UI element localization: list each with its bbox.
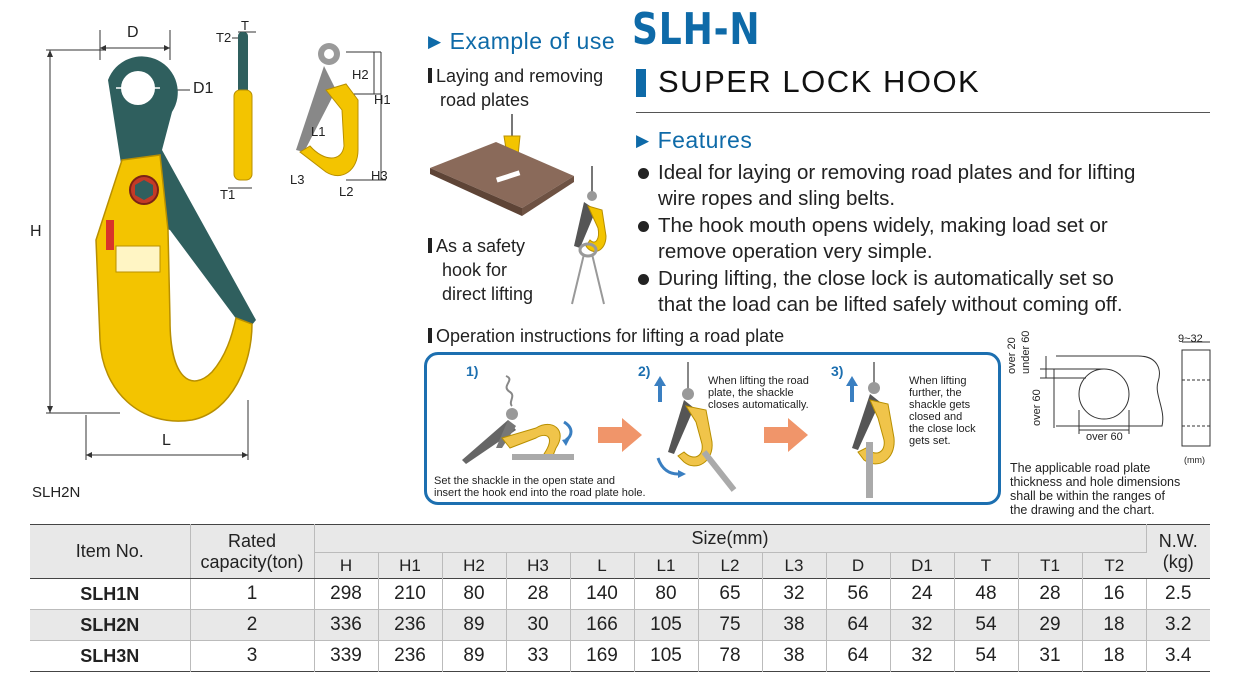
- size-value: 54: [954, 641, 1018, 672]
- size-value: 31: [1018, 641, 1082, 672]
- feature-item: Ideal for laying or removing road plates and for lifting wire ropes and sling belts.: [636, 160, 1216, 212]
- size-value: 54: [954, 610, 1018, 641]
- size-value: 339: [314, 641, 378, 672]
- size-col-header: L: [570, 553, 634, 579]
- size-value: 38: [762, 610, 826, 641]
- size-value: 105: [634, 610, 698, 641]
- size-col-header: H1: [378, 553, 442, 579]
- step-1-number: 1): [466, 363, 479, 379]
- operation-heading: Operation instructions for lifting a road plate: [428, 324, 784, 348]
- size-col-header: L2: [698, 553, 762, 579]
- size-value: 236: [378, 641, 442, 672]
- road-plate-illustration: [426, 112, 576, 216]
- size-value: 38: [762, 641, 826, 672]
- dim-label-t2: T2: [216, 30, 232, 45]
- product-subtitle: SUPER LOCK HOOK: [658, 64, 981, 99]
- size-value: 336: [314, 610, 378, 641]
- features-heading: ▶ Features: [636, 127, 753, 153]
- road-plate-hole-diagram: [1020, 330, 1220, 465]
- size-value: 32: [890, 610, 954, 641]
- dim-over60-vertical: over 60: [1031, 389, 1043, 426]
- triangle-icon: ▶: [428, 32, 442, 51]
- col-item-header: Item No.: [30, 525, 190, 579]
- product-caption: SLH2N: [32, 484, 81, 501]
- size-value: 16: [1082, 579, 1146, 610]
- feature-item: The hook mouth opens widely, making load set or remove operation very simple.: [636, 213, 1216, 265]
- spec-table: [30, 524, 1210, 672]
- col-size-header: Size(mm): [314, 525, 1146, 553]
- dim-label-d: D: [127, 24, 139, 41]
- hook-side-view-figure: [212, 18, 272, 208]
- size-col-header: D1: [890, 553, 954, 579]
- unit-label: (mm): [1184, 455, 1205, 465]
- dim-over20: over 20: [1006, 337, 1018, 374]
- rated-capacity: 1: [190, 579, 314, 610]
- size-value: 32: [762, 579, 826, 610]
- size-value: 28: [1018, 579, 1082, 610]
- size-value: 28: [506, 579, 570, 610]
- feature-item: During lifting, the close lock is automatically set so that the load can be lifted safely without coming off.: [636, 266, 1216, 318]
- size-value: 80: [634, 579, 698, 610]
- size-value: 30: [506, 610, 570, 641]
- dim-label-h2: H2: [352, 67, 369, 82]
- size-col-header: H3: [506, 553, 570, 579]
- step-3-note: When lifting further, the shackle gets closed and the close lock gets set.: [909, 375, 976, 447]
- item-number: SLH2N: [30, 610, 190, 641]
- net-weight: 2.5: [1165, 583, 1192, 604]
- dim-over60-horizontal: over 60: [1086, 431, 1123, 443]
- size-value: 140: [570, 579, 634, 610]
- step-2-number: 2): [638, 363, 651, 379]
- dim-label-h: H: [30, 223, 42, 240]
- size-value: 75: [698, 610, 762, 641]
- size-value: 89: [442, 641, 506, 672]
- size-col-header: L3: [762, 553, 826, 579]
- size-value: 32: [890, 641, 954, 672]
- size-value: 80: [442, 579, 506, 610]
- subtitle-marker: [636, 69, 646, 97]
- example-item-road-plates: Laying and removing road plates: [428, 64, 603, 112]
- size-value: 48: [954, 579, 1018, 610]
- size-col-header: T1: [1018, 553, 1082, 579]
- size-value: 210: [378, 579, 442, 610]
- size-value: 78: [698, 641, 762, 672]
- dim-label-l3: L3: [290, 172, 305, 187]
- dim-label-l: L: [162, 432, 171, 449]
- triangle-icon: ▶: [636, 131, 650, 150]
- size-value: 64: [826, 610, 890, 641]
- dim-label-h3: H3: [371, 168, 388, 183]
- header-divider: [636, 112, 1210, 113]
- col-nw-header: N.W. (kg): [1146, 525, 1210, 579]
- size-value: 56: [826, 579, 890, 610]
- size-value: 169: [570, 641, 634, 672]
- size-col-header: L1: [634, 553, 698, 579]
- safety-hook-illustration: [566, 166, 620, 306]
- step-1-note: Set the shackle in the open state and insert the hook end into the road plate hole.: [434, 475, 646, 499]
- size-col-header: H: [314, 553, 378, 579]
- model-title: SLH-N: [632, 4, 761, 55]
- size-value: 298: [314, 579, 378, 610]
- size-col-header: T2: [1082, 553, 1146, 579]
- dim-label-t: T: [241, 18, 249, 33]
- step-arrow-1: [598, 418, 642, 452]
- size-col-header: H2: [442, 553, 506, 579]
- size-col-header: T: [954, 553, 1018, 579]
- example-item-safety-hook: As a safety hook for direct lifting: [428, 234, 533, 306]
- table-row: [30, 641, 1210, 672]
- size-value: 89: [442, 610, 506, 641]
- example-heading: ▶ Example of use: [428, 28, 616, 54]
- net-weight: 3.2: [1146, 610, 1210, 641]
- size-value: 65: [698, 579, 762, 610]
- size-value: 18: [1082, 610, 1146, 641]
- size-value: 105: [634, 641, 698, 672]
- features-list: [636, 160, 1216, 319]
- step-3-illustration: [836, 362, 902, 498]
- dim-label-d1: D1: [193, 80, 214, 97]
- table-row: [30, 579, 1210, 610]
- step-3-number: 3): [831, 363, 844, 379]
- net-weight: 3.4: [1165, 645, 1192, 666]
- step-1-illustration: [456, 374, 586, 470]
- rated-capacity: 2: [190, 610, 314, 641]
- size-col-header: D: [826, 553, 890, 579]
- size-value: 64: [826, 641, 890, 672]
- item-number: SLH3N: [30, 641, 190, 672]
- size-value: 33: [506, 641, 570, 672]
- item-number: SLH1N: [30, 579, 190, 610]
- size-value: 236: [378, 610, 442, 641]
- rated-capacity: 3: [190, 641, 314, 672]
- col-rated-header: Rated capacity(ton): [190, 525, 314, 579]
- dim-label-l2: L2: [339, 184, 354, 199]
- dim-label-t1: T1: [220, 187, 236, 202]
- dim-thickness: 9~32: [1178, 333, 1203, 345]
- size-value: 18: [1082, 641, 1146, 672]
- size-value: 24: [890, 579, 954, 610]
- plate-diagram-note: The applicable road plate thickness and hole dimensions shall be within the ranges of the drawing and the chart.: [1010, 461, 1181, 517]
- dim-label-l1: L1: [311, 124, 326, 139]
- step-arrow-2: [764, 418, 808, 452]
- size-value: 166: [570, 610, 634, 641]
- size-value: 29: [1018, 610, 1082, 641]
- dim-label-h1: H1: [374, 92, 391, 107]
- table-row: [30, 610, 1210, 641]
- dim-under60: under 60: [1020, 330, 1032, 374]
- step-2-note: When lifting the road plate, the shackle closes automatically.: [708, 375, 809, 411]
